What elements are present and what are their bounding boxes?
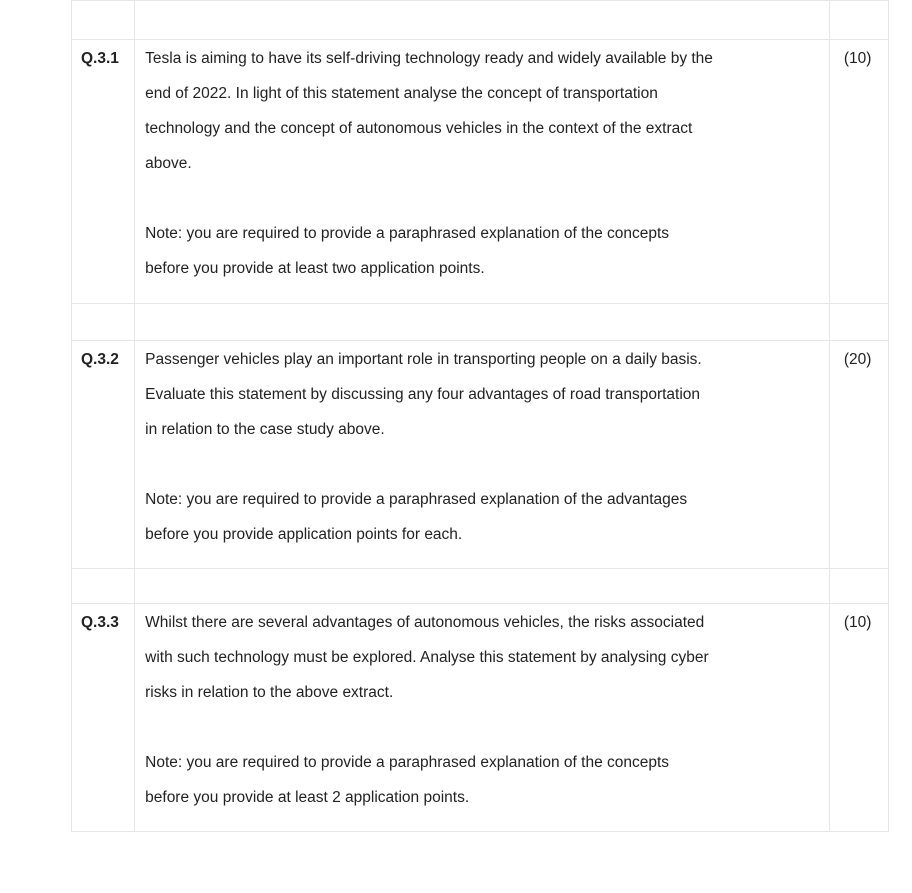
note-line: before you provide at least 2 application points.	[145, 789, 470, 806]
empty-cell	[829, 304, 888, 341]
question-row	[72, 604, 889, 832]
question-line: Passenger vehicles play an important role in transporting people on a daily basis.	[145, 351, 702, 368]
empty-cell	[135, 569, 830, 604]
question-marks: (10)	[829, 604, 888, 832]
question-line: Whilst there are several advantages of autonomous vehicles, the risks associated	[145, 614, 705, 631]
question-text	[135, 40, 830, 304]
paragraph-gap	[145, 181, 821, 216]
empty-cell	[72, 569, 135, 604]
paragraph-gap	[145, 710, 821, 745]
empty-cell	[72, 304, 135, 341]
note-line: before you provide application points for each.	[145, 526, 463, 543]
empty-cell	[135, 304, 830, 341]
question-row	[72, 341, 889, 569]
note-line: Note: you are required to provide a paraphrased explanation of the concepts	[145, 754, 670, 771]
empty-cell	[829, 1, 888, 40]
question-line: with such technology must be explored. Analyse this statement by analysing cyber	[145, 649, 709, 666]
question-line: Tesla is aiming to have its self-driving technology ready and widely available by the	[145, 50, 713, 67]
question-number: Q.3.2	[72, 341, 135, 569]
question-number: Q.3.3	[72, 604, 135, 832]
spacer-row	[72, 569, 889, 604]
paragraph-gap	[145, 447, 821, 482]
question-number: Q.3.1	[72, 40, 135, 304]
spacer-row	[72, 1, 889, 40]
question-line: technology and the concept of autonomous vehicles in the context of the extract	[145, 120, 693, 137]
question-marks: (10)	[829, 40, 888, 304]
questions-table	[71, 0, 889, 832]
empty-cell	[135, 1, 830, 40]
note-line: Note: you are required to provide a paraphrased explanation of the concepts	[145, 225, 670, 242]
question-line: end of 2022. In light of this statement analyse the concept of transportation	[145, 85, 658, 102]
note-line: Note: you are required to provide a paraphrased explanation of the advantages	[145, 491, 688, 508]
question-line: in relation to the case study above.	[145, 421, 385, 438]
empty-cell	[72, 1, 135, 40]
spacer-row	[72, 304, 889, 341]
question-line: risks in relation to the above extract.	[145, 684, 394, 701]
question-row	[72, 40, 889, 304]
question-text	[135, 341, 830, 569]
question-text	[135, 604, 830, 832]
note-line: before you provide at least two application points.	[145, 260, 485, 277]
empty-cell	[829, 569, 888, 604]
question-line: Evaluate this statement by discussing any four advantages of road transportation	[145, 386, 701, 403]
question-line: above.	[145, 155, 192, 172]
question-marks: (20)	[829, 341, 888, 569]
